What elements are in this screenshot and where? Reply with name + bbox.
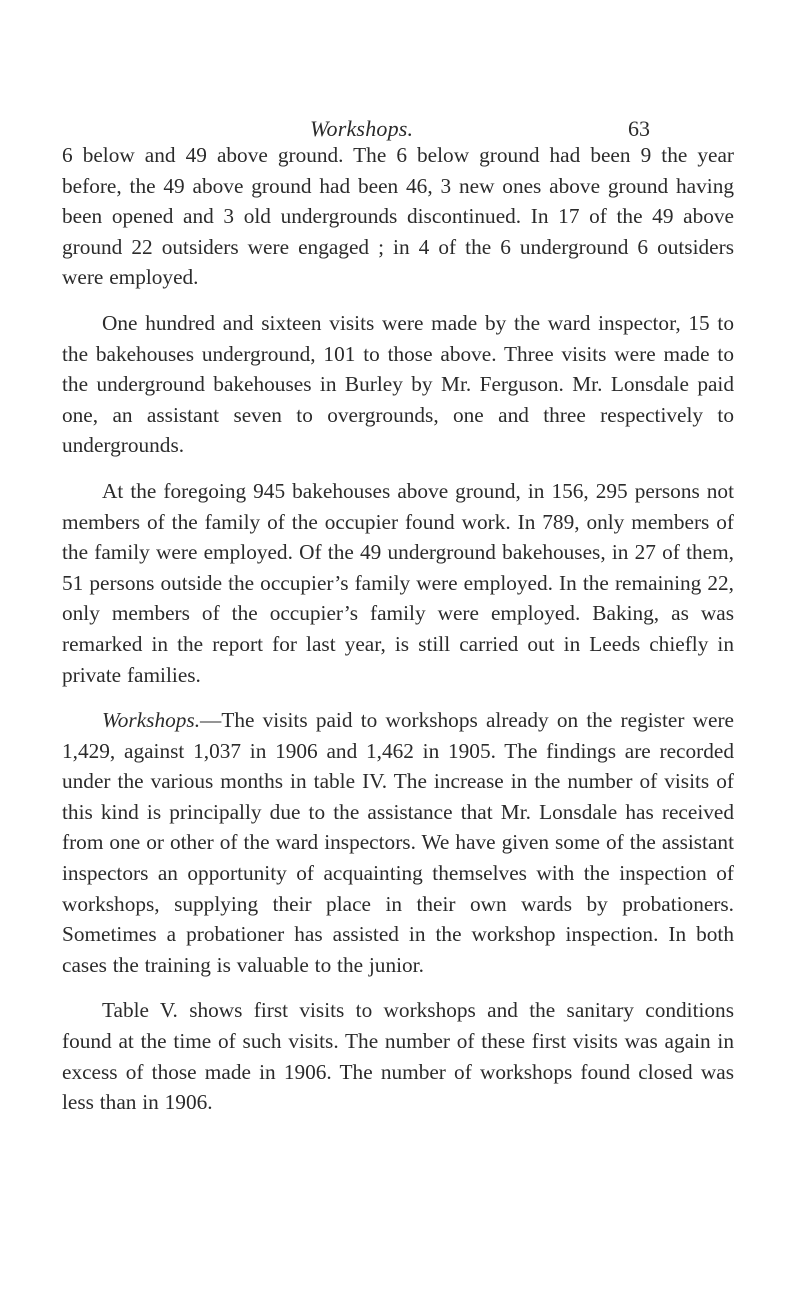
body-text — [62, 140, 734, 1118]
paragraph-text: —The visits paid to workshops already on the register were 1,429, against 1,037 in 1906 and 1,462 in 1905. The findings are recorded under the various months in table IV. The increase in the number of visits of this kind is principally due to the assistance that Mr. Lonsdale has received from one or other of the ward inspectors. We have given some of the assistant inspectors an opportunity of acquainting themselves with the inspection of workshops, supplying their place in their own wards by probationers. Sometimes a probationer has assisted in the workshop inspection. In both cases the training is valuable to the junior. — [62, 708, 734, 977]
paragraph-text: One hundred and sixteen visits were made by the ward inspector, 15 to the bakehouses underground, 101 to those above. Three visits were made to the underground bakehouses in Burley by Mr. Ferguson. Mr. Lonsdale paid one, an assistant seven to overgrounds, one and three respectively to undergrounds. — [62, 310, 734, 458]
paragraph-bakehouse-workers — [62, 476, 734, 690]
paragraph-workshops — [62, 705, 734, 980]
running-title: Workshops. — [310, 116, 414, 141]
paragraph-table-v — [62, 995, 734, 1117]
paragraph-inspection-visits — [62, 308, 734, 461]
paragraph-bakehouses-count — [62, 140, 734, 293]
page-number: 63 — [628, 116, 650, 141]
section-lead: Workshops. — [102, 708, 201, 733]
paragraph-text: 6 below and 49 above ground. The 6 below ground had been 9 the year before, the 49 above ground had been 46, 3 new ones above ground having been opened and 3 old undergrounds discontinued. In 17 of the 49 above ground 22 outsiders were engaged ; in 4 of the 6 underground 6 outsiders were employed. — [62, 143, 734, 290]
paragraph-text: At the foregoing 945 bakehouses above ground, in 156, 295 persons not members of the family of the occupier found work. In 789, only members of the family were employed. Of the 49 underground bakehouses, in 27 of them, 51 persons outside the occupier’s family were employed. In the remaining 22, only members of the occupier’s family were employed. Baking, as was remarked in the report for last year, is still carried out in Leeds chiefly in private families. — [62, 478, 734, 687]
paragraph-text: Table V. shows first visits to workshops and the sanitary conditions found at the time of such visits. The number of these first visits was again in excess of those made in 1906. The number of workshops found closed was less than in 1906. — [62, 998, 734, 1115]
